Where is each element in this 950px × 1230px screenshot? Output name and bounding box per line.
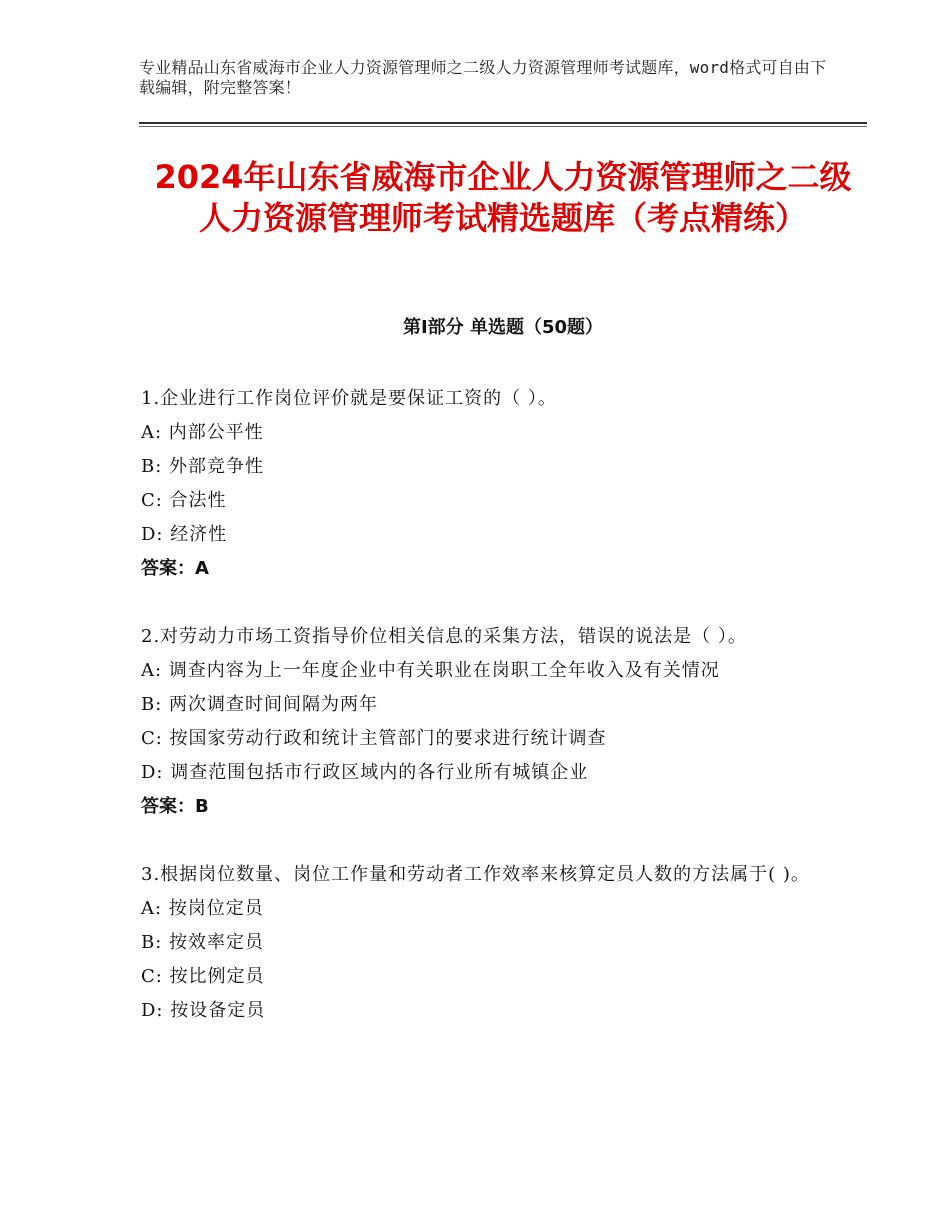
option-b: B: 两次调查时间间隔为两年 <box>141 694 379 715</box>
answer: 答案：A <box>141 558 209 579</box>
document-title: 2024年山东省威海市企业人力资源管理师之二级人力资源管理师考试精选题库（考点精练） <box>154 158 852 237</box>
option-d: D: 调查范围包括市行政区域内的各行业所有城镇企业 <box>141 762 589 783</box>
header-note: 专业精品山东省威海市企业人力资源管理师之二级人力资源管理师考试题库，word格式可自由下载编辑，附完整答案！ <box>139 58 827 97</box>
option-a: A: 内部公平性 <box>141 422 264 443</box>
question-list <box>141 382 821 1062</box>
header-rule <box>139 122 867 124</box>
header-rule-thin <box>139 126 867 127</box>
option-c: C: 合法性 <box>141 490 227 511</box>
option-d: D: 经济性 <box>141 524 228 545</box>
question-stem: 1.企业进行工作岗位评价就是要保证工资的（ ）。 <box>141 388 557 409</box>
option-c: C: 按国家劳动行政和统计主管部门的要求进行统计调查 <box>141 728 607 749</box>
question-stem: 3.根据岗位数量、岗位工作量和劳动者工作效率来核算定员人数的方法属于( )。 <box>141 864 810 885</box>
option-d: D: 按设备定员 <box>141 1000 266 1021</box>
option-a: A: 按岗位定员 <box>141 898 264 919</box>
option-b: B: 外部竞争性 <box>141 456 265 477</box>
option-a: A: 调查内容为上一年度企业中有关职业在岗职工全年收入及有关情况 <box>141 660 720 681</box>
option-c: C: 按比例定员 <box>141 966 265 987</box>
question-2 <box>141 620 821 824</box>
question-stem: 2.对劳动力市场工资指导价位相关信息的采集方法，错误的说法是（ ）。 <box>141 626 747 647</box>
answer: 答案：B <box>141 796 209 817</box>
question-1 <box>141 382 821 586</box>
section-title: 第Ⅰ部分 单选题（50题） <box>402 317 603 338</box>
question-3 <box>141 858 821 1028</box>
option-b: B: 按效率定员 <box>141 932 265 953</box>
